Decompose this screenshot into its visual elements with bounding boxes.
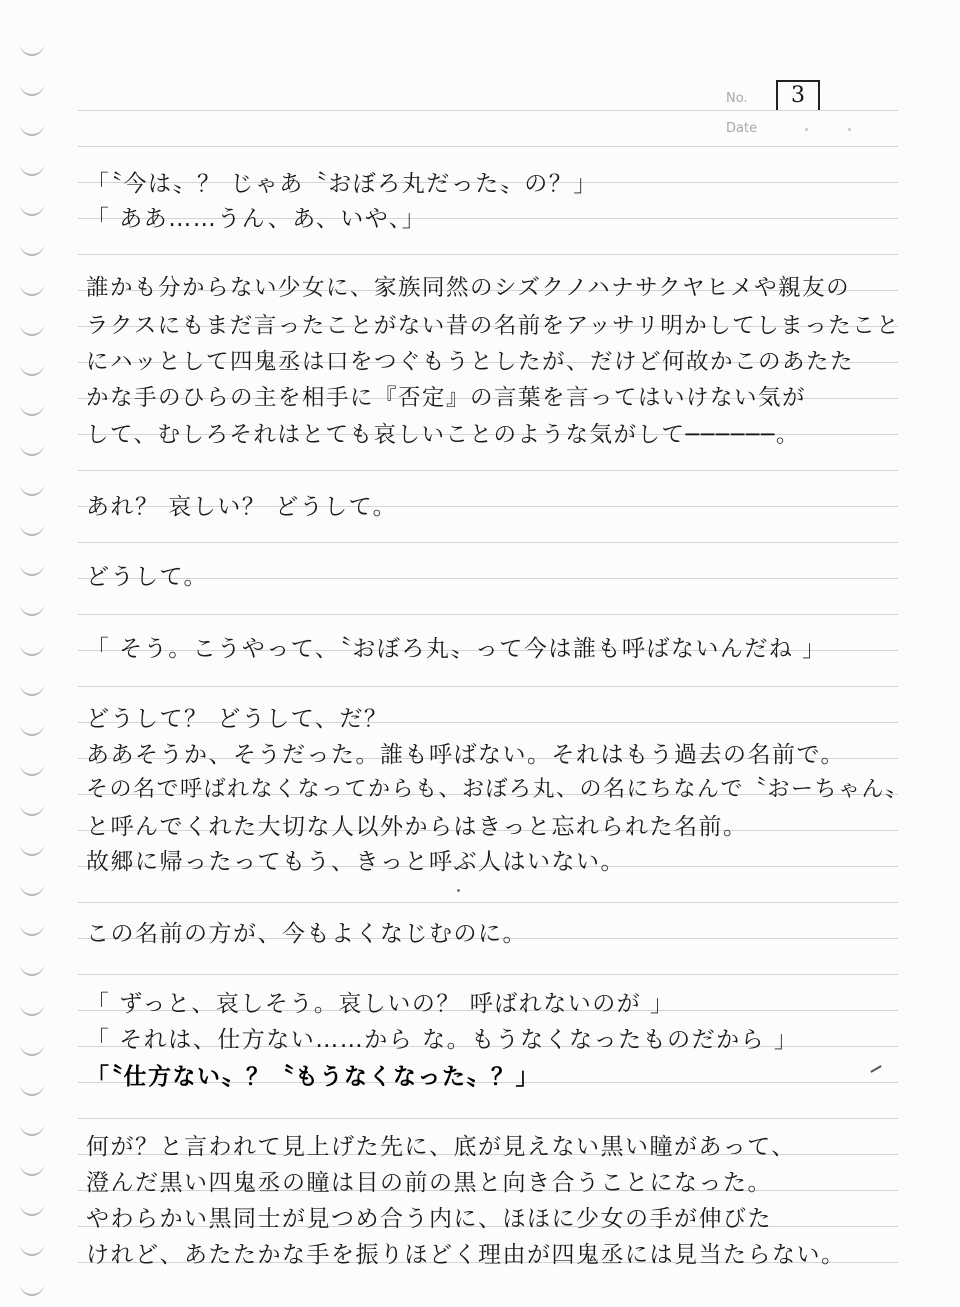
binder-hole [20,1080,44,1096]
text-line: どうして？ どうして、だ？ [86,706,389,732]
binder-hole [20,880,44,896]
binder-hole [20,480,44,496]
binder-hole [20,40,44,56]
binder-hole [20,560,44,576]
binder-hole [20,360,44,376]
text-line: かな手のひらの主を相手に『否定』の言葉を言ってはいけない気が [86,385,807,411]
stray-mark [870,1065,881,1073]
binder-hole [20,400,44,416]
binder-hole [20,1240,44,1256]
text-line: けれど、あたたかな手を振りほどく理由が四鬼丞には見当たらない。 [86,1242,846,1268]
text-line: して、むしろそれはとても哀しいことのような気がして──────。 [86,422,800,448]
binder-hole [20,240,44,256]
binder-hole [20,920,44,936]
page-number-box [776,80,820,110]
text-line: この名前の方が、今もよくなじむのに。 [86,921,527,947]
binder-hole [20,600,44,616]
ruled-line [78,470,898,471]
no-label: No. [726,91,748,106]
ruled-line [78,1118,898,1119]
text-line: 何が？と言われて見上げた先に、底が見えない黒い瞳があって、 [86,1134,796,1160]
page-number: 3 [791,83,805,108]
binder-hole [20,200,44,216]
text-line: 誰かも分からない少女に、家族同然のシズクノハナサクヤヒメや親友の [86,275,851,301]
binder-hole [20,80,44,96]
binder-hole [20,280,44,296]
binder-hole [20,1120,44,1136]
binder-hole [20,680,44,696]
binder-hole [20,800,44,816]
binder-hole [20,720,44,736]
binder-hole [20,120,44,136]
binder-hole [20,840,44,856]
text-line: ああそうか、そうだった。誰も呼ばない。それはもう過去の名前で。 [86,742,846,768]
ruled-line [78,614,898,615]
text-line: 「 ずっと、哀しそう。哀しいの？ 呼ばれないのが 」 [86,991,675,1017]
binder-holes [0,0,60,1307]
text-line: 「 そう。こうやって、〝おぼろ丸〟って今は誰も呼ばないんだね 」 [86,636,827,662]
text-line: 「 ああ……うん、あ、いや、」 [86,206,427,232]
text-line: その名で呼ばれなくなってからも、おぼろ丸、の名にちなんで〝おーちゃん〟 [86,777,909,802]
text-line: やわらかい黒同士が見つめ合う内に、ほほに少女の手が伸びた [86,1206,772,1232]
ruled-line [78,146,898,147]
date-dot [805,128,808,131]
text-line: と呼んでくれた大切な人以外からはきっと忘れられた名前。 [86,814,748,840]
text-line: あれ？ 哀しい？ どうして。 [86,494,398,520]
text-line: 「〝仕方ない〟？〝もうなくなった〟？」 [86,1064,540,1090]
binder-hole [20,520,44,536]
ruled-line [78,542,898,543]
text-line: 故郷に帰ったってもう、きっと呼ぶ人はいない。 [86,849,625,875]
text-line: 澄んだ黒い四鬼丞の瞳は目の前の黒と向き合うことになった。 [86,1170,772,1196]
text-line: 「〝今は〟？ じゃあ〝おぼろ丸だった〟の？」 [86,171,598,197]
text-line: ラクスにもまだ言ったことがない昔の名前をアッサリ明かしてしまったこと [86,313,901,339]
text-line: 「 それは、仕方ない……から な。もうなくなったものだから 」 [86,1027,799,1053]
binder-hole [20,1200,44,1216]
binder-hole [20,960,44,976]
binder-hole [20,1160,44,1176]
ruled-line [78,974,898,975]
ruled-line [78,686,898,687]
ruled-line [78,110,898,111]
binder-hole [20,1280,44,1296]
date-label: Date [726,121,758,136]
binder-hole [20,640,44,656]
binder-hole [20,320,44,336]
binder-hole [20,160,44,176]
date-dot [848,128,851,131]
ruled-line [78,902,898,903]
ruled-line [78,254,898,255]
binder-hole [20,760,44,776]
text-line: にハッとして四鬼丞は口をつぐもうとしたが、だけど何故かこのあたた [86,349,855,375]
stray-mark [457,889,460,892]
binder-hole [20,440,44,456]
binder-hole [20,1040,44,1056]
text-line: どうして。 [86,564,209,590]
binder-hole [20,1000,44,1016]
